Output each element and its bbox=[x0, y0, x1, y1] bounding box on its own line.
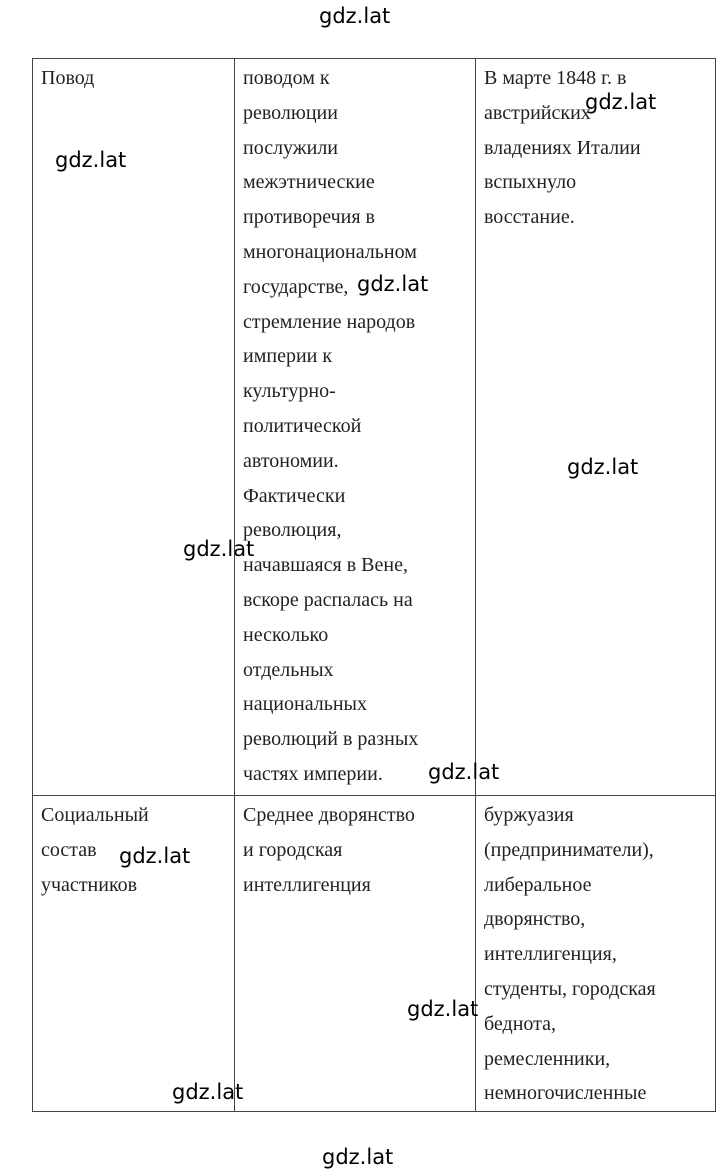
watermark: gdz.lat bbox=[172, 1080, 244, 1104]
table-row bbox=[33, 59, 716, 796]
watermark: gdz.lat bbox=[55, 148, 127, 172]
watermark-bottom: gdz.lat bbox=[322, 1145, 394, 1169]
watermark: gdz.lat bbox=[183, 537, 255, 561]
table-cell: поводом к революции послужили межэтнические противоречия в многонациональном государстве, стремление народов империи к культурно- политической автономии. Фактически революция, начавшаяся в Вене, вскоре распалась на несколько отдельных национальных революций в разных частях империи. bbox=[235, 59, 476, 796]
table-cell: буржуазия (предприниматели), либеральное дворянство, интеллигенция, студенты, городская беднота, ремесленники, немногочисленные bbox=[476, 796, 716, 1112]
watermark: gdz.lat bbox=[585, 90, 657, 114]
table-row bbox=[33, 796, 716, 1112]
watermark: gdz.lat bbox=[567, 455, 639, 479]
watermark: gdz.lat bbox=[357, 272, 429, 296]
table-cell: В марте 1848 г. в австрийских владениях Италии вспыхнуло восстание. bbox=[476, 59, 716, 796]
row-label-cell: Социальный состав участников bbox=[33, 796, 235, 1112]
watermark-top: gdz.lat bbox=[319, 4, 391, 28]
watermark: gdz.lat bbox=[407, 997, 479, 1021]
row-label-cell: Повод bbox=[33, 59, 235, 796]
history-table bbox=[32, 58, 716, 1112]
table-cell: Среднее дворянство и городская интеллигенция bbox=[235, 796, 476, 1112]
watermark: gdz.lat bbox=[428, 760, 500, 784]
watermark: gdz.lat bbox=[119, 844, 191, 868]
